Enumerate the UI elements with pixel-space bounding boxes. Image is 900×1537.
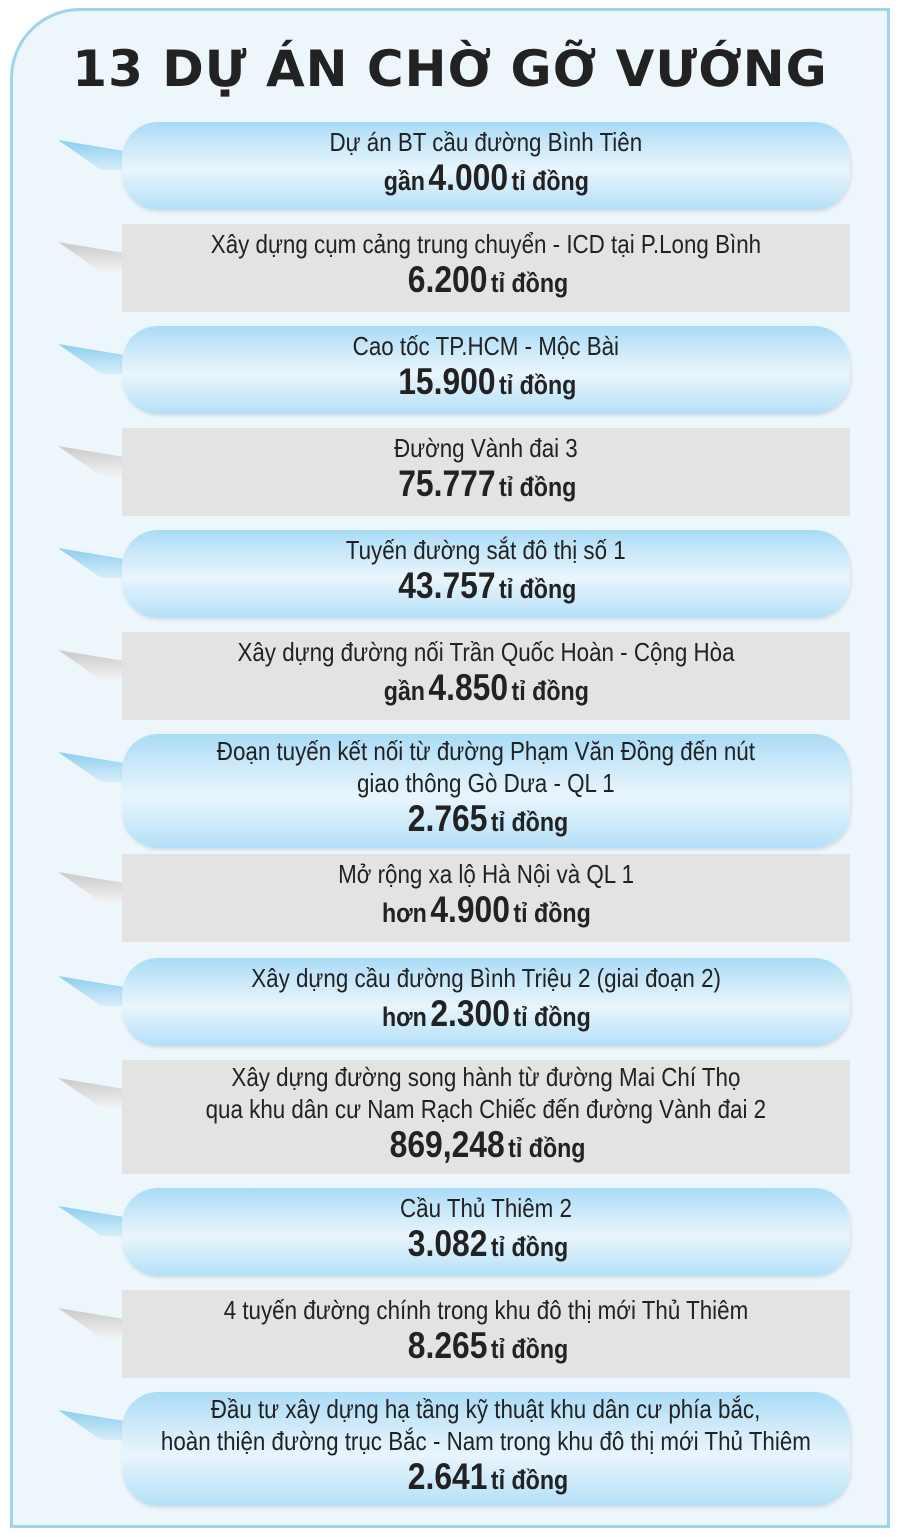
project-amount xyxy=(404,1457,568,1505)
amount-unit: tỉ đồng xyxy=(490,1232,568,1262)
project-name: Cao tốc TP.HCM - Mộc Bài xyxy=(352,331,620,361)
project-name: 4 tuyến đường chính trong khu đô thị mới Thủ Thiêm xyxy=(223,1295,749,1325)
amount-prefix: gần xyxy=(383,166,425,196)
project-row xyxy=(122,632,850,720)
amount-unit: tỉ đồng xyxy=(490,1334,568,1364)
project-row xyxy=(122,1060,850,1174)
amount-value: 2.765 xyxy=(407,798,488,839)
amount-value: 2.300 xyxy=(429,993,510,1034)
amount-unit: tỉ đồng xyxy=(499,574,577,604)
project-row xyxy=(122,326,850,414)
project-row xyxy=(122,530,850,618)
amount-unit: tỉ đồng xyxy=(511,676,589,706)
amount-value: 4.900 xyxy=(429,889,510,930)
amount-unit: tỉ đồng xyxy=(513,1002,591,1032)
amount-value: 2.641 xyxy=(407,1456,488,1497)
project-row xyxy=(122,734,850,848)
project-amount xyxy=(404,1326,568,1374)
project-name: Xây dựng cụm cảng trung chuyển - ICD tại P.Long Bình xyxy=(210,229,762,259)
project-row xyxy=(122,958,850,1046)
project-amount xyxy=(395,566,577,614)
project-amount xyxy=(395,362,577,410)
project-row xyxy=(122,1188,850,1276)
amount-value: 3.082 xyxy=(407,1223,488,1264)
project-amount xyxy=(383,668,588,716)
amount-unit: tỉ đồng xyxy=(490,807,568,837)
project-name-line2: hoàn thiện đường trục Bắc - Nam trong khu đô thị mới Thủ Thiêm xyxy=(161,1426,811,1456)
project-name: Dự án BT cầu đường Bình Tiên xyxy=(329,127,643,157)
amount-value: 8.265 xyxy=(407,1325,488,1366)
project-name-line2: giao thông Gò Dưa - QL 1 xyxy=(357,768,615,798)
amount-prefix: gần xyxy=(383,676,425,706)
project-amount xyxy=(395,464,577,512)
project-amount xyxy=(382,994,591,1042)
project-row xyxy=(122,122,850,210)
amount-value: 4.850 xyxy=(428,667,508,708)
project-name: Đường Vành đai 3 xyxy=(394,433,578,463)
project-name: Cầu Thủ Thiêm 2 xyxy=(400,1193,572,1223)
amount-value: 4.000 xyxy=(428,157,508,198)
amount-unit: tỉ đồng xyxy=(511,166,589,196)
project-name: Xây dựng cầu đường Bình Triệu 2 (giai đoạn 2) xyxy=(251,963,721,993)
project-row xyxy=(122,1392,850,1506)
project-name: Mở rộng xa lộ Hà Nội và QL 1 xyxy=(338,859,634,889)
amount-value: 869,248 xyxy=(389,1124,505,1165)
project-name: Đoạn tuyến kết nối từ đường Phạm Văn Đồng đến nút xyxy=(216,736,756,766)
project-row xyxy=(122,854,850,942)
amount-prefix: hơn xyxy=(381,1002,427,1032)
amount-unit: tỉ đồng xyxy=(499,472,577,502)
amount-unit: tỉ đồng xyxy=(508,1133,586,1163)
amount-value: 75.777 xyxy=(398,463,496,504)
project-row xyxy=(122,1290,850,1378)
project-amount xyxy=(382,890,591,938)
project-name: Xây dựng đường nối Trần Quốc Hoàn - Cộng Hòa xyxy=(237,637,735,667)
amount-unit: tỉ đồng xyxy=(490,268,568,298)
project-amount xyxy=(404,260,568,308)
amount-unit: tỉ đồng xyxy=(513,898,591,928)
project-amount xyxy=(404,1224,568,1272)
project-row xyxy=(122,224,850,312)
amount-unit: tỉ đồng xyxy=(490,1465,568,1495)
project-name: Xây dựng đường song hành từ đường Mai Chí Thọ xyxy=(231,1062,741,1092)
project-row xyxy=(122,428,850,516)
project-amount xyxy=(386,1125,585,1173)
amount-value: 15.900 xyxy=(398,361,496,402)
project-name: Tuyến đường sắt đô thị số 1 xyxy=(346,535,626,565)
amount-prefix: hơn xyxy=(381,898,427,928)
amount-value: 6.200 xyxy=(407,259,488,300)
project-name-line2: qua khu dân cư Nam Rạch Chiếc đến đường Vành đai 2 xyxy=(205,1094,767,1124)
project-amount xyxy=(404,799,568,847)
project-amount xyxy=(383,158,588,206)
project-name: Đầu tư xây dựng hạ tầng kỹ thuật khu dân cư phía bắc, xyxy=(211,1394,761,1424)
amount-unit: tỉ đồng xyxy=(499,370,577,400)
infographic-title: 13 DỰ ÁN CHỜ GỠ VƯỚNG xyxy=(72,40,828,98)
amount-value: 43.757 xyxy=(398,565,496,606)
